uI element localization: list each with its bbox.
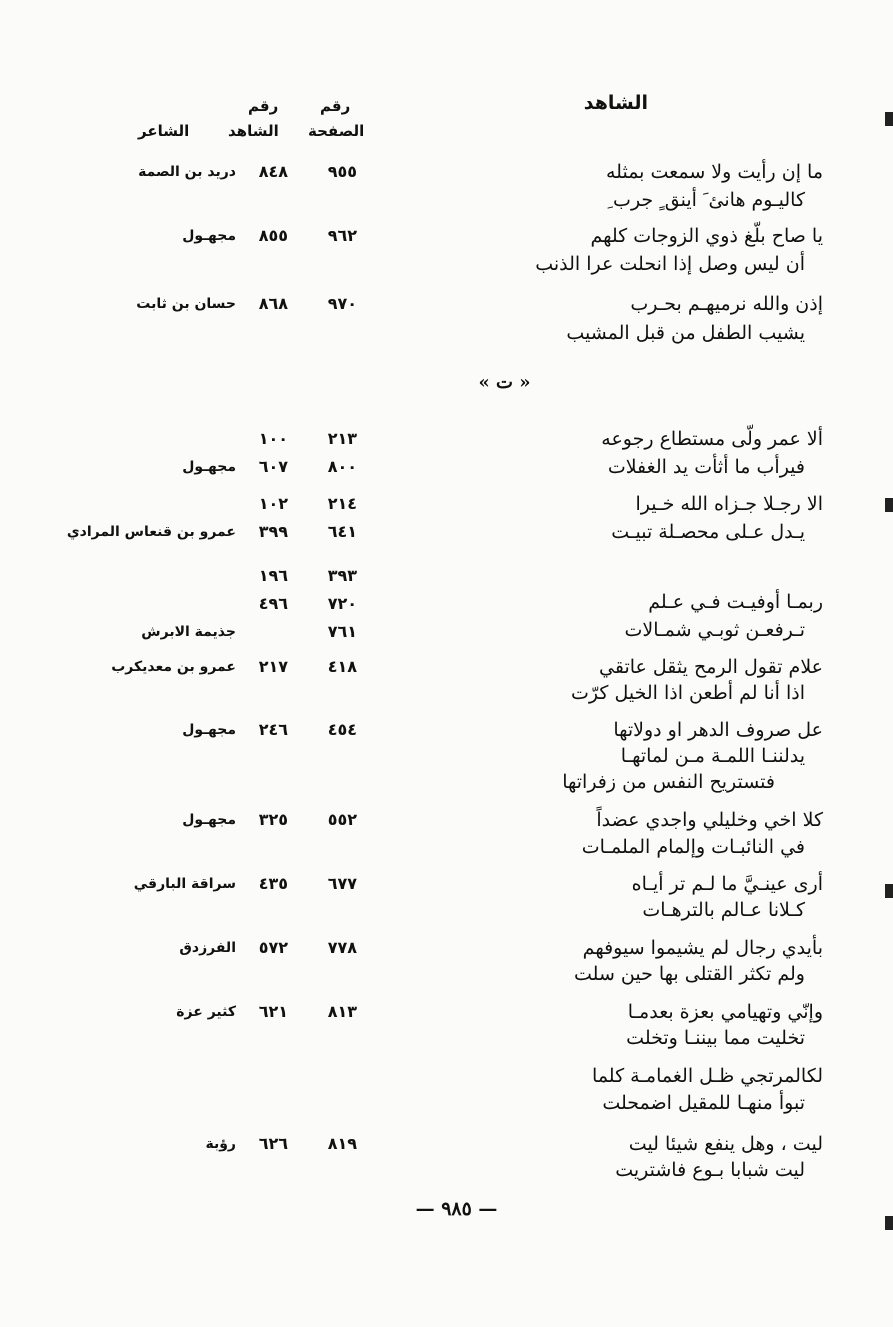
scan-edge-mark (885, 1216, 893, 1230)
poet-name: دريد بن الصمة (138, 164, 236, 180)
header-col-witness-line1: رقم (248, 97, 279, 115)
witness-number: ٥٧٢ (258, 938, 288, 957)
verse-line: تخليت مما بيننـا وتخلت (626, 1027, 805, 1049)
poet-name: الفرزدق (179, 940, 236, 956)
verse-line: كلا اخي وخليلي واجدي عضداً (596, 809, 823, 831)
verse-line: ربمـا أوفيـت فـي عـلم (648, 591, 823, 613)
scan-edge-mark (885, 498, 893, 512)
verse-line: فتستريح النفس من زفراتها (562, 771, 775, 793)
verse-line: يـدل عـلى محصـلة تبيـت (611, 521, 805, 543)
witness-number: ٢٤٦ (258, 720, 288, 739)
verse-line: علام تقول الرمح يثقل عاتقي (599, 656, 823, 678)
header-col-witness-line2: الشاهد (228, 122, 279, 140)
page-number: ٤٥٤ (327, 720, 357, 739)
witness-number: ١٩٦ (258, 566, 288, 585)
witness-number: ١٠٠ (258, 429, 288, 448)
verse-line: كـلانا عـالم بالترهـات (642, 899, 805, 921)
verse-line: يشيب الطفل من قبل المشيب (566, 322, 805, 344)
page-number: ٢١٣ (327, 429, 357, 448)
poet-name: حسان بن ثابت (136, 296, 236, 312)
page-number-footer: — ٩٨٥ — (415, 1198, 498, 1220)
witness-number: ٨٤٨ (258, 162, 288, 181)
page-number: ٣٩٣ (327, 566, 357, 585)
poet-name: مجهـول (182, 722, 236, 738)
verse-line: يا صاح بلّغ ذوي الزوجات كلهم (590, 225, 823, 247)
scan-edge-mark (885, 884, 893, 898)
page-number: ٨٠٠ (327, 457, 357, 476)
header-col-page-line2: الصفحة (308, 122, 365, 140)
poet-name: سراقة البارقي (133, 876, 236, 892)
verse-line: لكالمرتجي ظـل الغمامـة كلما (592, 1065, 823, 1087)
witness-number: ١٠٢ (258, 494, 288, 513)
page-number: ٤١٨ (327, 657, 357, 676)
verse-line: تـرفعـن ثوبـي شمـالات (624, 619, 805, 641)
verse-line: ألا عمر ولّى مستطاع رجوعه (601, 428, 823, 450)
verse-line: تبوأ منهـا للمقيل اضمحلت (602, 1092, 805, 1114)
witness-number: ٨٦٨ (258, 294, 288, 313)
verse-line: ليت ، وهل ينفع شيئا ليت (628, 1133, 823, 1155)
page-number: ٩٥٥ (327, 162, 357, 181)
poet-name: عمرو بن قنعاس المرادي (66, 524, 236, 540)
section-heading (0, 372, 893, 393)
verse-line: بأيدي رجال لم يشيموا سيوفهم (582, 937, 823, 959)
poet-name: مجهـول (182, 228, 236, 244)
header-title: الشاهد (583, 92, 648, 114)
poet-name: عمرو بن معديكرب (111, 659, 236, 675)
verse-line: الا رجـلا جـزاه الله خـيرا (635, 493, 823, 515)
page-number: ٧٢٠ (327, 594, 357, 613)
verse-line: ليت شبابا بـوع فاشتريت (615, 1159, 805, 1181)
page-number: ٥٥٢ (327, 810, 357, 829)
header-col-poet: الشاعر (138, 122, 190, 140)
verse-line: وإنّي وتهيامي بعزة بعدمـا (627, 1001, 823, 1023)
witness-number: ٣٢٥ (258, 810, 288, 829)
page-number: ٦٧٧ (327, 874, 357, 893)
page-number: ٧٧٨ (327, 938, 357, 957)
page-number: ٢١٤ (327, 494, 357, 513)
page-number: ٩٧٠ (327, 294, 357, 313)
witness-number: ٢١٧ (258, 657, 288, 676)
page-number: ٨١٩ (327, 1134, 357, 1153)
verse-line: أرى عينـيَّ ما لـم تر أيـاه (631, 873, 823, 895)
verse-line: إذن والله نرميهـم بحـرب (630, 293, 823, 315)
page-number: ٦٤١ (327, 522, 357, 541)
verse-line: كاليـوم هانئ َ أينق ٍ جرب ِ (607, 189, 805, 211)
verse-line: عل صروف الدهر او دولاتها (613, 719, 823, 741)
verse-line: يدلننـا اللمـة مـن لماتهـا (620, 745, 805, 767)
verse-line: في النائبـات وإلمام الملمـات (581, 836, 805, 858)
scan-edge-mark (885, 112, 893, 126)
verse-line: اذا أنا لم أطعن اذا الخيل كرّت (571, 682, 805, 704)
poet-name: جذيمة الابرش (141, 624, 236, 640)
verse-line: ولم تكثر القتلى بها حين سلت (574, 963, 805, 985)
section-heading-text: « ت » (478, 372, 531, 393)
witness-number: ٨٥٥ (258, 226, 288, 245)
poet-name: رؤبة (205, 1136, 236, 1152)
page-number: ٧٦١ (327, 622, 357, 641)
poet-name: كثير عزة (176, 1004, 236, 1020)
witness-number: ٤٩٦ (258, 594, 288, 613)
verse-line: ما إن رأيت ولا سمعت بمثله (605, 161, 823, 183)
page-number: ٩٦٢ (327, 226, 357, 245)
verse-line: أن ليس وصل إذا انحلت عرا الذنب (535, 253, 805, 275)
witness-number: ٤٣٥ (258, 874, 288, 893)
poet-name: مجهـول (182, 459, 236, 475)
header-col-page-line1: رقم (320, 97, 351, 115)
page-footer (0, 1198, 893, 1220)
witness-number: ٦٢٦ (258, 1134, 288, 1153)
witness-number: ٦٠٧ (258, 457, 288, 476)
page-number: ٨١٣ (327, 1002, 357, 1021)
witness-number: ٦٢١ (258, 1002, 288, 1021)
verse-line: فيرأب ما أثأت يد الغفلات (607, 456, 805, 478)
poet-name: مجهـول (182, 812, 236, 828)
witness-number: ٣٩٩ (258, 522, 288, 541)
